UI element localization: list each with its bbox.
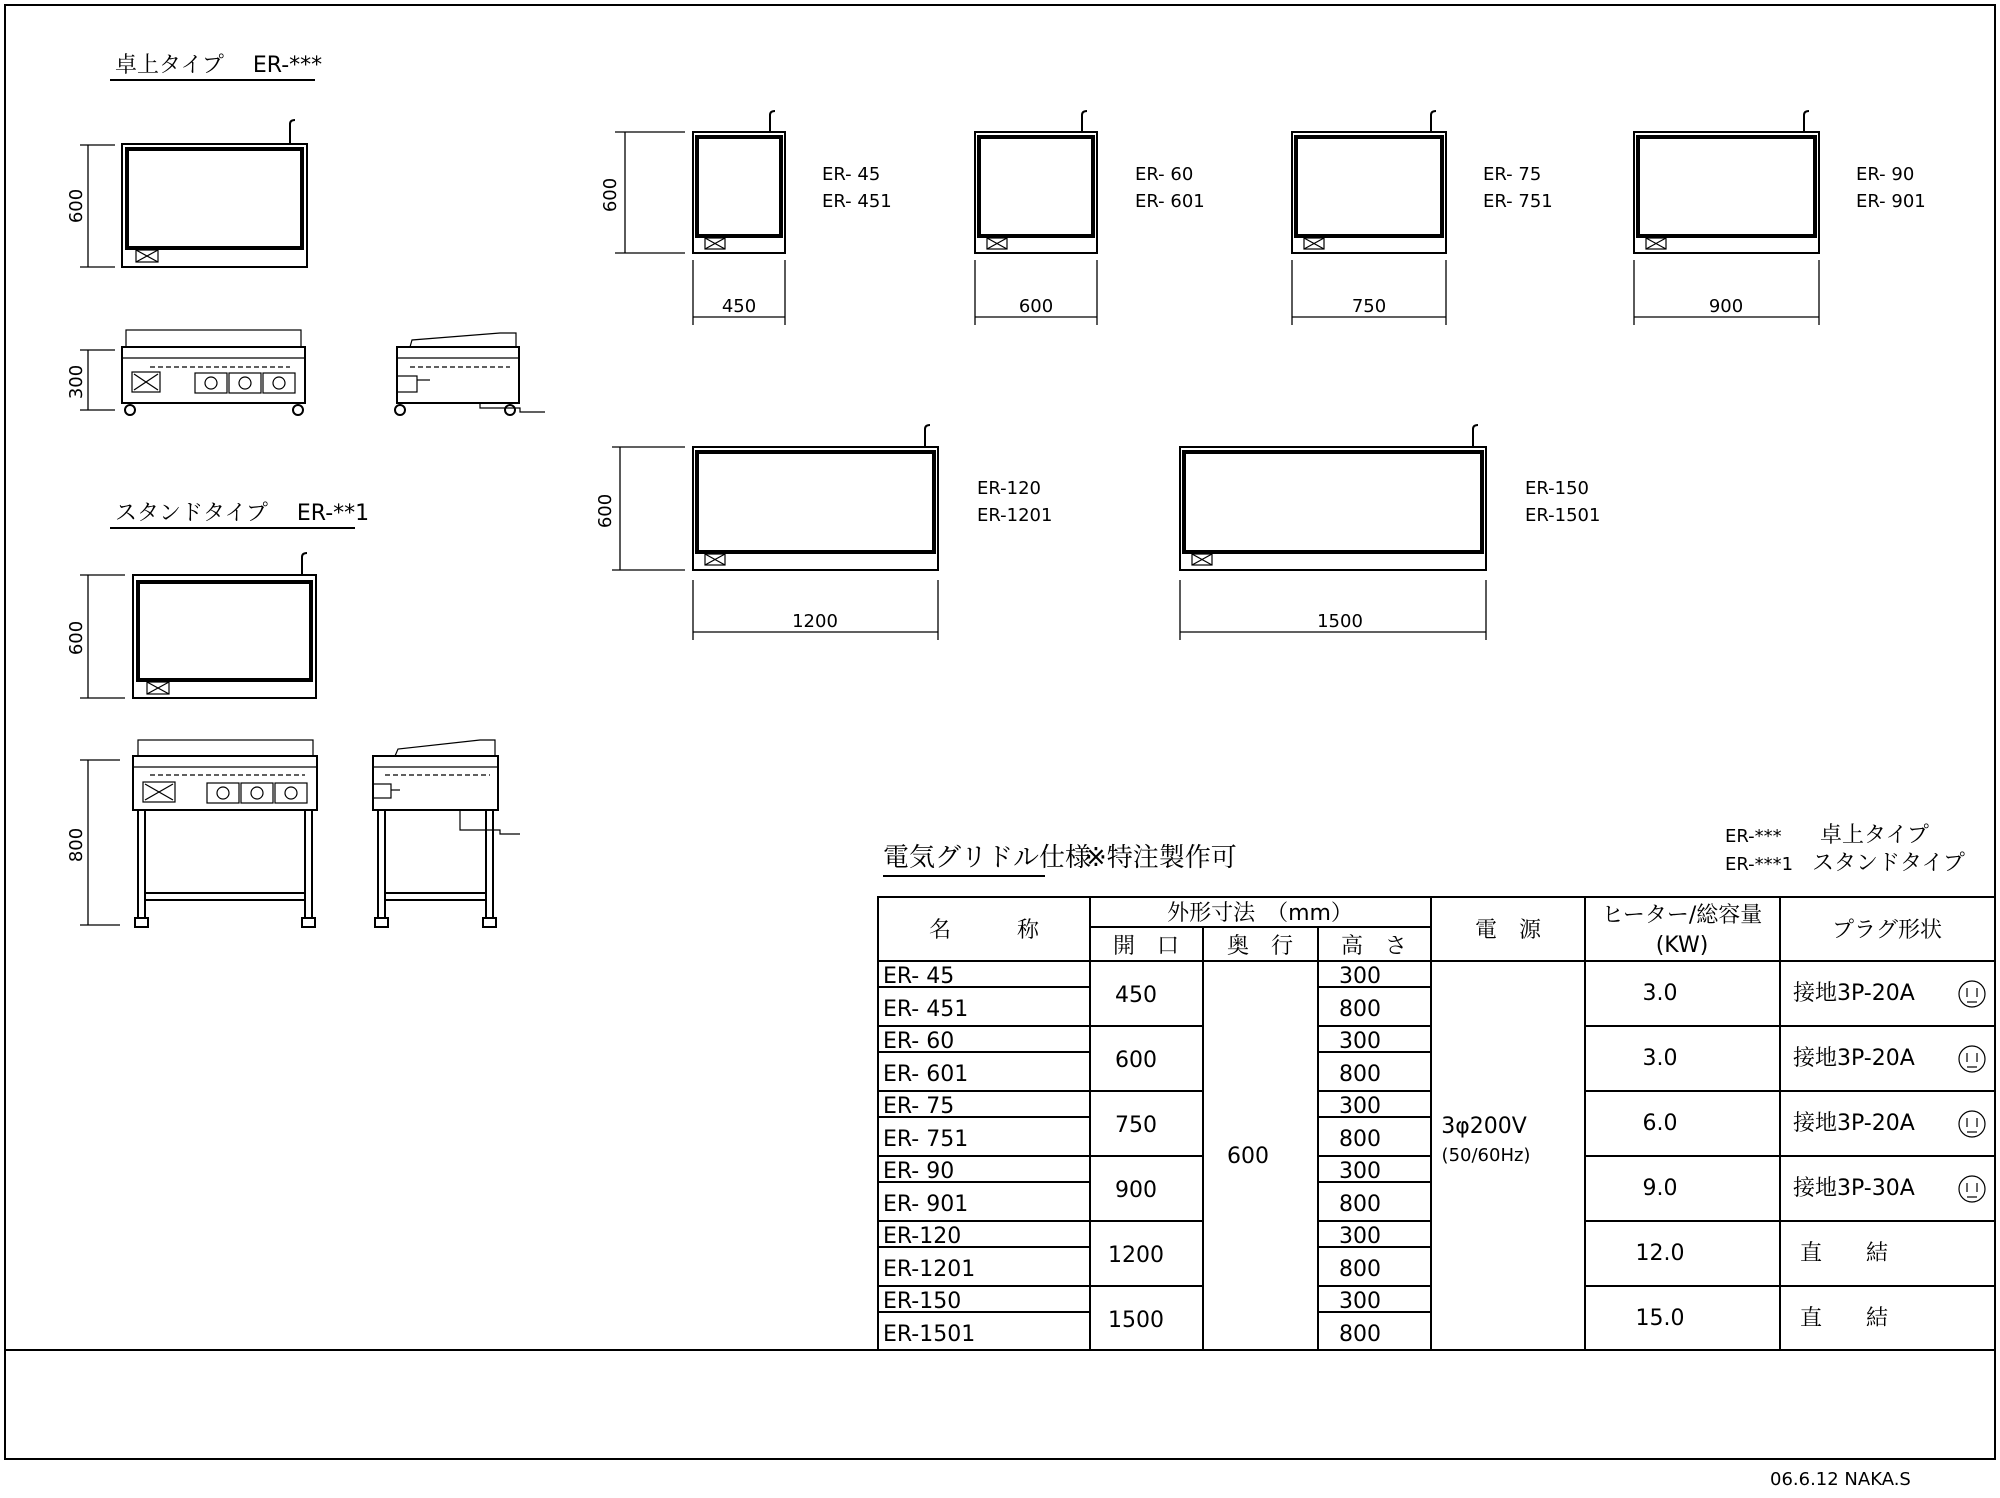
row-name: ER-1201 <box>883 1257 976 1282</box>
legend-type-tabletop: 卓上タイプ <box>1820 823 1929 848</box>
tabletop-plan-view <box>66 120 307 267</box>
model-er120-depth-dim: 600 <box>595 493 616 529</box>
row-heater-kw: 3.0 <box>1642 981 1678 1006</box>
row-name: ER- 451 <box>883 997 969 1022</box>
row-name: ER-1501 <box>883 1322 976 1347</box>
stand-height-dim: 800 <box>66 827 87 863</box>
row-width: 450 <box>1115 983 1157 1008</box>
model-er120-plan <box>595 425 1052 640</box>
model-er60-label: ER- 60 <box>1135 164 1194 185</box>
stand-plan-view <box>66 553 316 698</box>
legend-type-stand: スタンドタイプ <box>1812 851 1965 876</box>
row-height: 300 <box>1339 964 1381 989</box>
row-name: ER- 751 <box>883 1127 969 1152</box>
row-plug: 接地3P-20A <box>1793 1046 1915 1071</box>
row-name: ER- 601 <box>883 1062 969 1087</box>
model-er45-depth-dim: 600 <box>600 177 621 213</box>
legend-code-stand: ER-***1 <box>1725 854 1794 875</box>
plug-socket-icon <box>1959 1111 1985 1137</box>
row-name: ER-120 <box>883 1224 962 1249</box>
row-heater-kw: 15.0 <box>1635 1306 1685 1331</box>
model-er75-width-dim: 750 <box>1351 296 1387 317</box>
row-width: 900 <box>1115 1178 1157 1203</box>
model-er75-plan <box>1292 111 1553 325</box>
header-plug: プラグ形状 <box>1831 918 1943 943</box>
row-name: ER- 90 <box>883 1159 955 1184</box>
stand-side-view <box>373 740 520 927</box>
row-height: 800 <box>1339 1322 1381 1347</box>
spec-table <box>878 897 1995 1350</box>
header-outer-dims: 外形寸法 （mm） <box>1167 901 1353 926</box>
row-height: 800 <box>1339 1062 1381 1087</box>
power-value: 3φ200V <box>1441 1114 1527 1139</box>
header-power: 電 源 <box>1474 918 1542 943</box>
model-er75-label: ER- 75 <box>1483 164 1542 185</box>
model-er60-plan <box>975 111 1205 325</box>
model-er1501-label: ER-1501 <box>1525 505 1601 526</box>
model-er150-label: ER-150 <box>1525 478 1590 499</box>
stand-title: スタンドタイプ ER-**1 <box>115 501 370 526</box>
row-plug: 接地3P-20A <box>1793 981 1915 1006</box>
model-er90-plan <box>1634 111 1926 325</box>
model-er45-plan <box>600 111 892 325</box>
model-er601-label: ER- 601 <box>1135 191 1205 212</box>
row-name: ER- 60 <box>883 1029 955 1054</box>
tabletop-title: 卓上タイプ ER-*** <box>115 53 323 78</box>
row-plug: 直 結 <box>1800 1241 1889 1266</box>
row-name: ER-150 <box>883 1289 962 1314</box>
model-er150-width-dim: 1500 <box>1317 611 1363 632</box>
stand-front-view <box>66 740 317 927</box>
row-height: 800 <box>1339 1127 1381 1152</box>
model-er120-width-dim: 1200 <box>792 611 838 632</box>
model-er120-label: ER-120 <box>977 478 1042 499</box>
date-author-label: 06.6.12 NAKA.S <box>1770 1469 1911 1490</box>
header-depth: 奥 行 <box>1226 934 1294 959</box>
row-height: 800 <box>1339 1192 1381 1217</box>
header-width: 開 口 <box>1112 934 1180 959</box>
row-plug: 直 結 <box>1800 1306 1889 1331</box>
plug-socket-icon <box>1959 1176 1985 1202</box>
row-height: 300 <box>1339 1029 1381 1054</box>
header-heater: ヒーター/総容量 <box>1601 903 1763 928</box>
tabletop-type-section <box>66 53 545 415</box>
model-er751-label: ER- 751 <box>1483 191 1553 212</box>
header-name: 名 称 <box>928 918 1040 943</box>
row-name: ER- 75 <box>883 1094 955 1119</box>
row-height: 300 <box>1339 1224 1381 1249</box>
row-height: 800 <box>1339 1257 1381 1282</box>
header-heater-unit: (KW) <box>1655 933 1709 958</box>
model-er1201-label: ER-1201 <box>977 505 1053 526</box>
plug-socket-icon <box>1959 981 1985 1007</box>
model-er451-label: ER- 451 <box>822 191 892 212</box>
tabletop-side-view <box>395 333 545 415</box>
row-name: ER- 901 <box>883 1192 969 1217</box>
row-heater-kw: 3.0 <box>1642 1046 1678 1071</box>
model-er901-label: ER- 901 <box>1856 191 1926 212</box>
row-heater-kw: 12.0 <box>1635 1241 1685 1266</box>
power-frequency: (50/60Hz) <box>1441 1145 1531 1166</box>
row-heater-kw: 6.0 <box>1642 1111 1678 1136</box>
tabletop-front-view <box>66 330 305 415</box>
stand-type-section <box>66 501 520 927</box>
row-plug: 接地3P-30A <box>1793 1176 1915 1201</box>
row-height: 300 <box>1339 1289 1381 1314</box>
model-er90-width-dim: 900 <box>1708 296 1744 317</box>
header-height: 高 さ <box>1340 934 1408 959</box>
spec-title: 電気グリドル仕様 <box>883 843 1092 873</box>
model-plan-views <box>595 111 1926 640</box>
row-width: 1500 <box>1108 1308 1164 1333</box>
model-er45-width-dim: 450 <box>721 296 757 317</box>
model-er45-label: ER- 45 <box>822 164 881 185</box>
legend-code-tabletop: ER-*** <box>1725 826 1782 847</box>
row-width: 600 <box>1115 1048 1157 1073</box>
spec-note: ※特注製作可 <box>1085 843 1237 873</box>
model-er90-label: ER- 90 <box>1856 164 1915 185</box>
model-er60-width-dim: 600 <box>1018 296 1054 317</box>
depth-all-value: 600 <box>1227 1144 1269 1169</box>
row-height: 800 <box>1339 997 1381 1022</box>
model-er150-plan <box>1180 425 1600 640</box>
row-height: 300 <box>1339 1159 1381 1184</box>
tabletop-height-dim: 300 <box>66 364 87 400</box>
stand-depth-dim: 600 <box>66 620 87 656</box>
tabletop-depth-dim: 600 <box>66 188 87 224</box>
row-name: ER- 45 <box>883 964 955 989</box>
row-height: 300 <box>1339 1094 1381 1119</box>
row-plug: 接地3P-20A <box>1793 1111 1915 1136</box>
row-width: 750 <box>1115 1113 1157 1138</box>
row-width: 1200 <box>1108 1243 1164 1268</box>
plug-socket-icon <box>1959 1046 1985 1072</box>
row-heater-kw: 9.0 <box>1642 1176 1678 1201</box>
spec-section <box>878 823 1995 1350</box>
